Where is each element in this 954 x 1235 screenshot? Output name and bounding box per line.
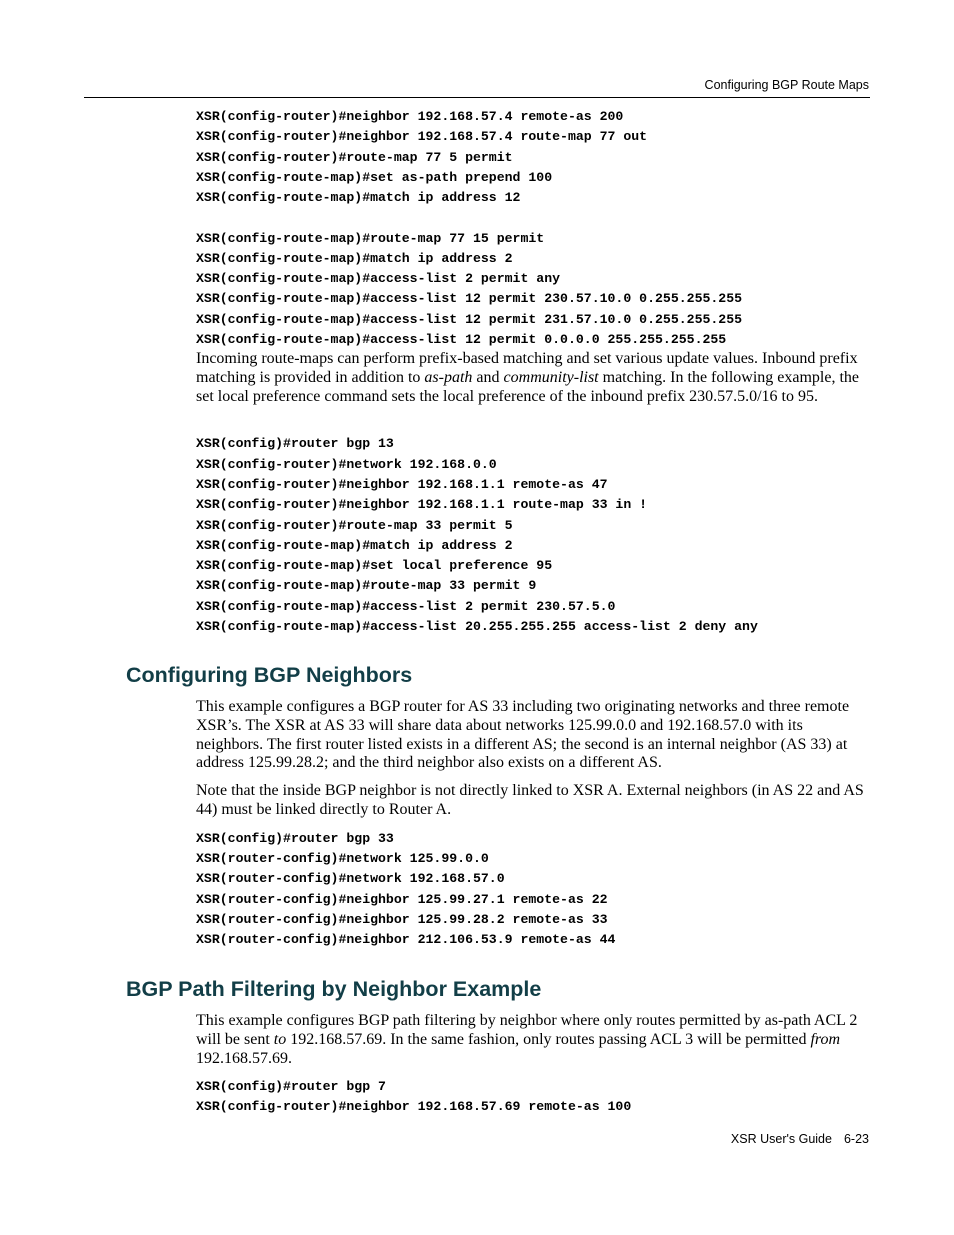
code-line: XSR(config-router)#neighbor 192.168.57.4 route-map 77 out [196, 129, 648, 144]
code-line: XSR(router-config)#network 192.168.57.0 [196, 871, 505, 886]
code-line: XSR(router-config)#network 125.99.0.0 [196, 851, 489, 866]
paragraph-inbound-route-maps: Incoming route-maps can perform prefix-based matching and set various update values. Inbound prefix matching is provided in addition to as-path and community-list matching. In the following example, the set local preference command sets the local preference of the inbound prefix 230.57.5.0/16 to 95. [196, 350, 859, 405]
code-line: XSR(config-route-map)#route-map 33 permit 9 [196, 578, 537, 593]
code-line: XSR(config)#router bgp 33 [196, 831, 394, 846]
code-line: XSR(config)#router bgp 13 [196, 436, 394, 451]
paragraph-bgp-path-filtering: This example configures BGP path filtering by neighbor where only routes permitted by as-path ACL 2 will be sent to 192.168.57.69. In the same fashion, only routes passing ACL 3 will be permitted from 192.168.57.69. [196, 1012, 858, 1067]
code-line: XSR(config-route-map)#match ip address 12 [196, 190, 521, 205]
code-line: XSR(config-route-map)#match ip address 2 [196, 538, 513, 553]
footer-page-number: 6-23 [843, 1132, 869, 1146]
code-line: XSR(config-route-map)#access-list 12 permit 230.57.10.0 0.255.255.255 [196, 291, 743, 306]
code-line: XSR(router-config)#neighbor 125.99.27.1 remote-as 22 [196, 892, 608, 907]
code-line: XSR(config-route-map)#access-list 12 permit 0.0.0.0 255.255.255.255 [196, 332, 727, 347]
code-line: XSR(config-route-map)#access-list 20.255.255.255 access-list 2 deny any [196, 619, 758, 634]
footer-guide-title: XSR User's Guide [730, 1132, 832, 1146]
header-rule [84, 97, 870, 98]
running-header: Configuring BGP Route Maps [704, 78, 869, 92]
code-line: XSR(router-config)#neighbor 125.99.28.2 remote-as 33 [196, 912, 608, 927]
code-line: XSR(config)#router bgp 7 [196, 1079, 386, 1094]
code-line: XSR(config-router)#route-map 77 5 permit [196, 150, 513, 165]
section-heading-bgp-path-filtering: BGP Path Filtering by Neighbor Example [126, 977, 542, 1001]
code-line: XSR(config-route-map)#match ip address 2 [196, 251, 513, 266]
code-line: XSR(config-route-map)#access-list 12 permit 231.57.10.0 0.255.255.255 [196, 312, 743, 327]
page-footer [731, 1132, 869, 1146]
code-line: XSR(config-router)#neighbor 192.168.57.69 remote-as 100 [196, 1099, 632, 1114]
code-line: XSR(config-router)#neighbor 192.168.57.4 remote-as 200 [196, 109, 624, 124]
code-line: XSR(config-router)#network 192.168.0.0 [196, 457, 497, 472]
paragraph-bgp-neighbors-note: Note that the inside BGP neighbor is not directly linked to XSR A. External neighbors (in AS 22 and AS 44) must be linked directly to Router A. [196, 782, 864, 818]
code-line: XSR(config-route-map)#set as-path prepend 100 [196, 170, 553, 185]
code-line: XSR(config-route-map)#access-list 2 permit any [196, 271, 561, 286]
code-line: XSR(config-router)#route-map 33 permit 5 [196, 518, 513, 533]
code-line: XSR(config-router)#neighbor 192.168.1.1 remote-as 47 [196, 477, 608, 492]
code-line: XSR(config-route-map)#set local preference 95 [196, 558, 553, 573]
paragraph-bgp-neighbors-intro: This example configures a BGP router for AS 33 including two originating networks and three remote XSR’s. The XSR at AS 33 will share data about networks 125.99.0.0 and 192.168.57.0 with its neighbors. The first router listed exists in a different AS; the second is an internal neighbor (AS 33) at address 125.99.28.2; and the third neighbor also exists on a different AS. [196, 698, 850, 772]
code-line: XSR(config-route-map)#route-map 77 15 permit [196, 231, 545, 246]
code-line: XSR(config-router)#neighbor 192.168.1.1 route-map 33 in ! [196, 497, 648, 512]
code-line: XSR(config-route-map)#access-list 2 permit 230.57.5.0 [196, 599, 616, 614]
code-line: XSR(router-config)#neighbor 212.106.53.9 remote-as 44 [196, 932, 616, 947]
section-heading-bgp-neighbors: Configuring BGP Neighbors [126, 663, 413, 687]
